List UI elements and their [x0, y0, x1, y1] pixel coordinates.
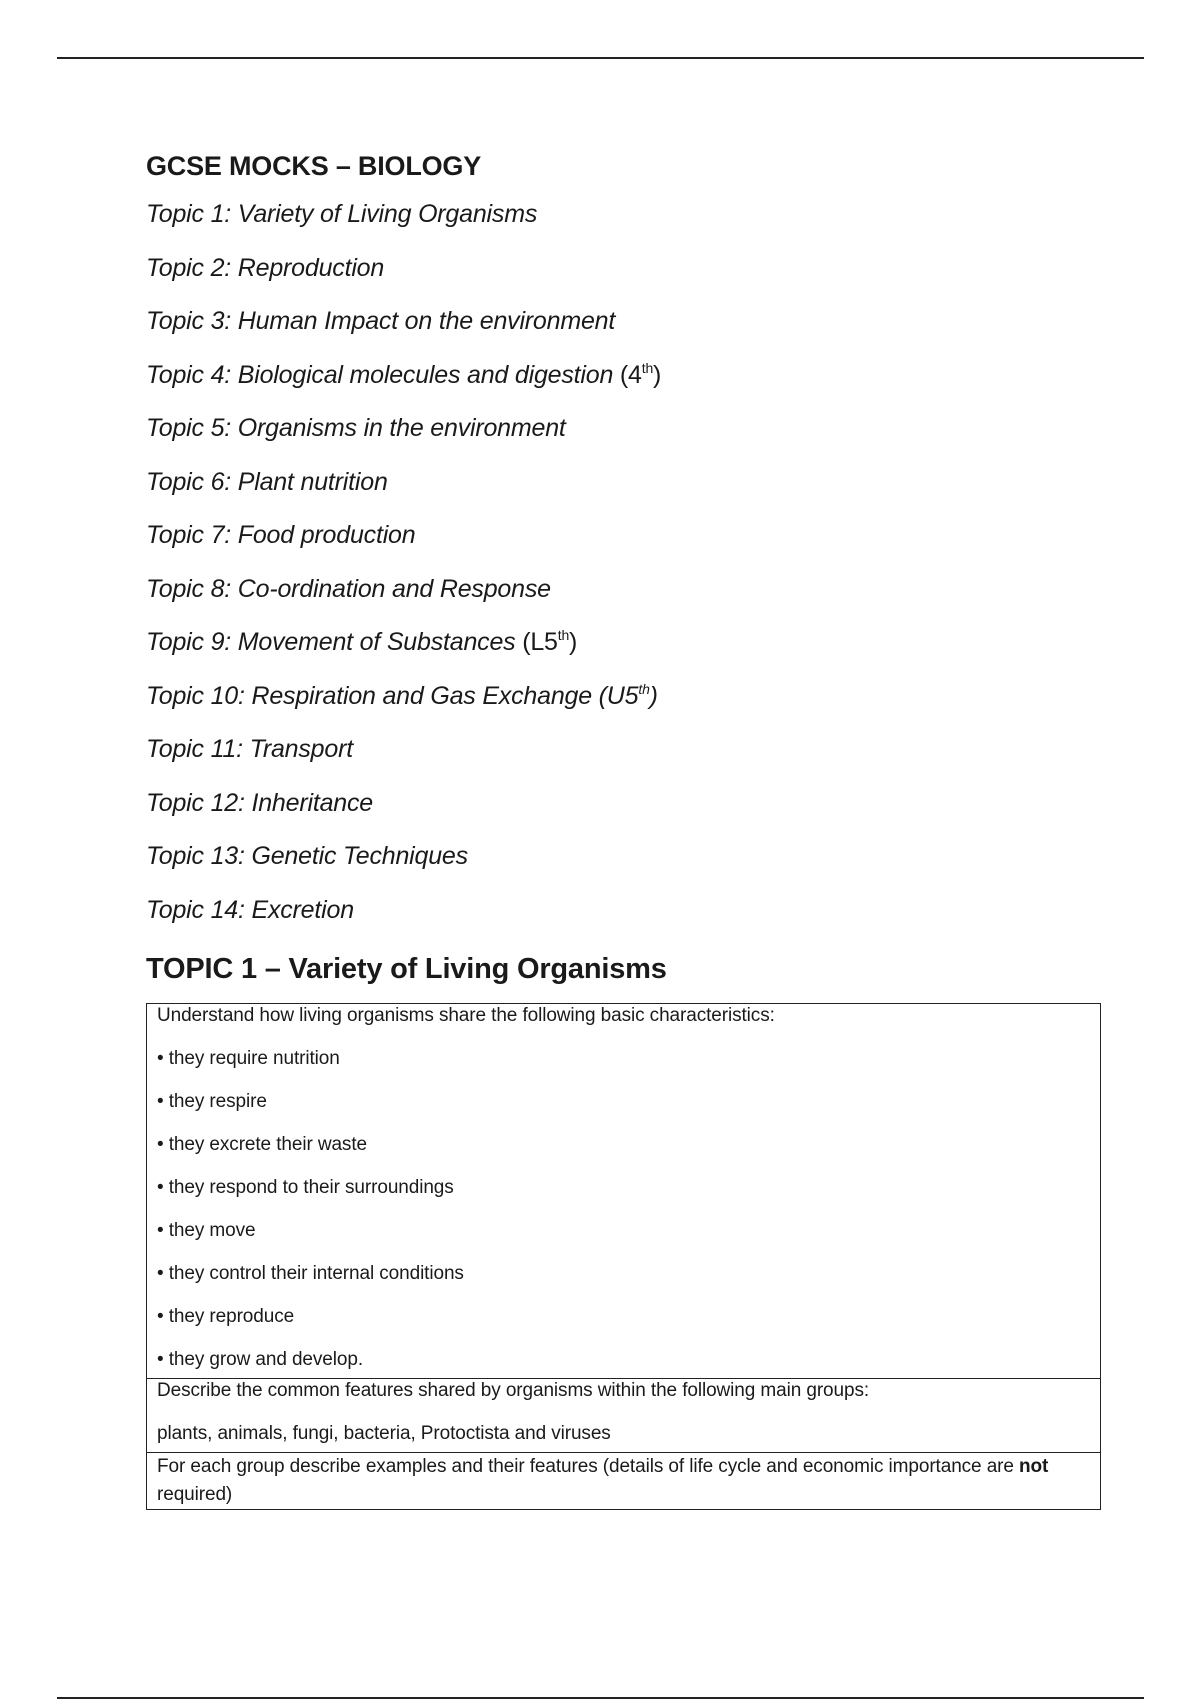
topic-item	[146, 841, 1101, 895]
topic-title: Topic 11: Transport	[146, 735, 353, 763]
topic-note	[592, 682, 658, 710]
bottom-rule	[57, 1697, 1144, 1699]
list-item: • they move	[157, 1220, 256, 1241]
groups-cell	[147, 1379, 1101, 1453]
topic-item	[146, 306, 1101, 360]
topic-note-superscript: th	[641, 359, 654, 376]
groups-intro: Describe the common features shared by organisms within the following main groups:	[157, 1380, 870, 1401]
topic-item	[146, 360, 1101, 414]
list-item: • they reproduce	[157, 1306, 295, 1327]
topic-item	[146, 627, 1101, 681]
topic-note	[613, 361, 661, 389]
topic-note-text: (U5	[591, 681, 639, 710]
list-item: • they respire	[157, 1091, 267, 1112]
examples-text: For each group describe examples and their features (details of life cycle and economic importance are	[157, 1456, 1020, 1477]
list-item: • they require nutrition	[157, 1048, 340, 1069]
topic-title: Topic 10: Respiration and Gas Exchange	[146, 681, 592, 710]
topic-title: Topic 7: Food production	[146, 521, 416, 549]
topic-title: Topic 1: Variety of Living Organisms	[146, 200, 538, 228]
topic-title: Topic 2: Reproduction	[146, 253, 385, 282]
topic-item	[146, 681, 1101, 735]
topic-title: Topic 6: Plant nutrition	[146, 467, 388, 496]
topic-item	[146, 574, 1101, 628]
table-row	[147, 1453, 1101, 1510]
examples-cell	[147, 1453, 1101, 1510]
topic-item	[146, 788, 1101, 842]
groups-list: plants, animals, fungi, bacteria, Protoctista and viruses	[157, 1423, 611, 1444]
topic-note-end: )	[569, 628, 578, 656]
topic-item	[146, 520, 1101, 574]
topic-title: Topic 3: Human Impact on the environment	[146, 307, 616, 335]
list-item: • they grow and develop.	[157, 1349, 363, 1370]
topic-title: Topic 9: Movement of Substances	[146, 628, 516, 656]
document-body	[146, 146, 1101, 1510]
topic-note-text: (4	[613, 360, 642, 389]
characteristics-list	[157, 1047, 1090, 1378]
topic-list	[146, 199, 1101, 948]
topic-note-text: (L5	[515, 628, 558, 656]
examples-text-end: required)	[157, 1484, 233, 1505]
section-heading: TOPIC 1 – Variety of Living Organisms	[146, 953, 667, 985]
topic-note-end: )	[649, 681, 658, 710]
characteristics-cell	[147, 1004, 1101, 1379]
topic-item	[146, 199, 1101, 253]
topic-item	[146, 413, 1101, 467]
list-item: • they excrete their waste	[157, 1134, 367, 1155]
topic-item	[146, 895, 1101, 949]
top-rule	[57, 57, 1144, 59]
examples-emphasis: not	[1019, 1456, 1049, 1477]
topic-title: Topic 8: Co-ordination and Response	[146, 574, 551, 603]
list-item: • they control their internal conditions	[157, 1263, 464, 1284]
document-title: GCSE MOCKS – BIOLOGY	[146, 151, 482, 181]
specification-table	[146, 1003, 1101, 1510]
table-row	[147, 1379, 1101, 1453]
topic-item	[146, 734, 1101, 788]
topic-note	[515, 628, 577, 656]
list-item: • they respond to their surroundings	[157, 1177, 454, 1198]
topic-note-end: )	[653, 360, 662, 389]
topic-title: Topic 12: Inheritance	[146, 788, 373, 817]
topic-note-superscript: th	[638, 680, 650, 697]
topic-title: Topic 4: Biological molecules and digestion	[146, 360, 614, 389]
table-row	[147, 1004, 1101, 1379]
topic-item	[146, 467, 1101, 521]
characteristics-intro: Understand how living organisms share the following basic characteristics:	[157, 1005, 775, 1026]
topic-title: Topic 13: Genetic Techniques	[146, 842, 468, 870]
topic-title: Topic 14: Excretion	[146, 895, 354, 924]
topic-item	[146, 253, 1101, 307]
topic-title: Topic 5: Organisms in the environment	[146, 414, 566, 442]
topic-note-superscript: th	[557, 627, 570, 643]
